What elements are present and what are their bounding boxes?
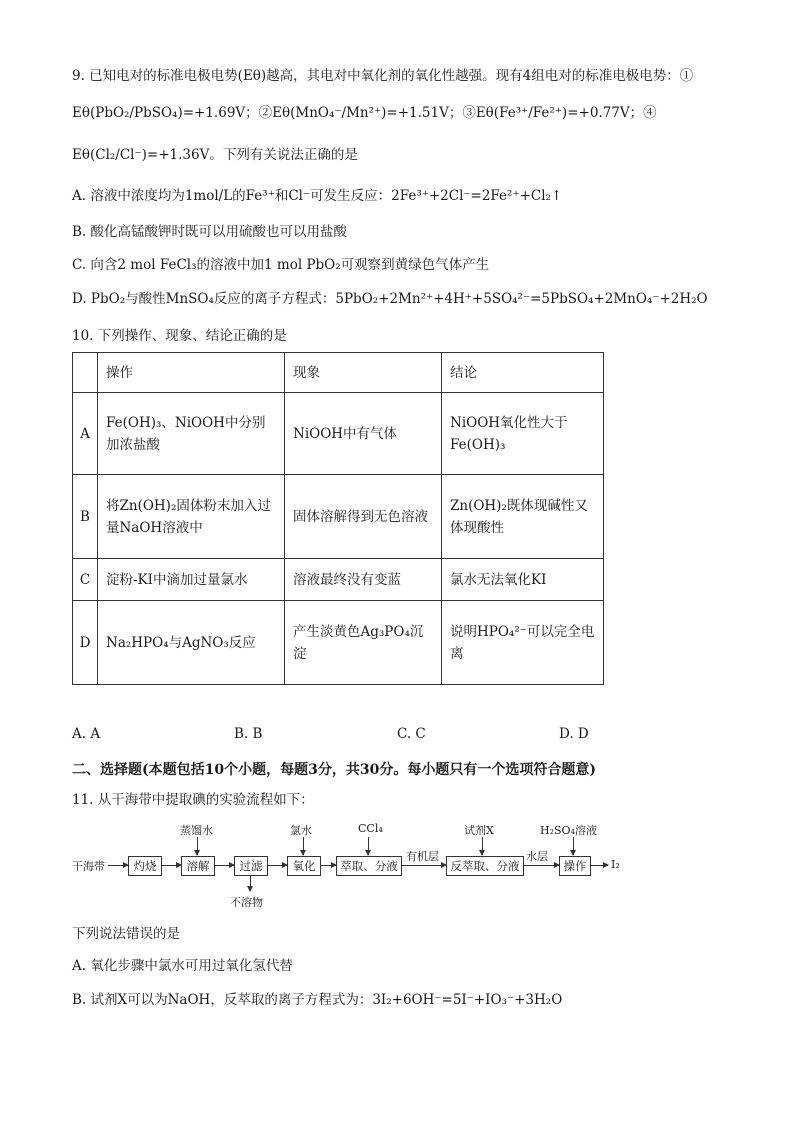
row-conclusion: NiOOH氧化性大于Fe(OH)₃ — [442, 393, 604, 475]
flow-down-arrow — [250, 875, 251, 891]
row-option: A — [73, 393, 98, 475]
flow-arrow — [267, 865, 287, 866]
flow-aqueous-label: 水层 — [526, 850, 548, 863]
table-header-cell — [73, 353, 98, 393]
table-row — [73, 559, 604, 601]
q11-stem: 11. 从干海带中提取碘的实验流程如下： — [72, 792, 314, 808]
flow-arrow — [161, 865, 181, 866]
table-row — [73, 601, 604, 685]
flow-reagent-label: H₂SO₄溶液 — [540, 824, 597, 837]
table-row — [73, 475, 604, 559]
section-title: 二、选择题(本题包括10个小题，每题3分，共30分。每小题只有一个选项符合题意) — [72, 762, 596, 778]
flow-step-box: 灼烧 — [128, 856, 162, 876]
row-phenomenon: NiOOH中有气体 — [285, 393, 442, 475]
table-header-row — [73, 353, 604, 393]
flow-organic-label: 有机层 — [406, 850, 439, 863]
flow-end-label: I₂ — [611, 858, 620, 871]
row-operation: 淀粉-KI中滴加过量氯水 — [98, 559, 285, 601]
flow-reagent-label: 蒸馏水 — [180, 824, 213, 837]
flow-step-box: 反萃取、分液 — [446, 856, 524, 876]
table-header-cell: 现象 — [285, 353, 442, 393]
q9-option-a: A. 溶液中浓度均为1mol/L的Fe³⁺和Cl⁻可发生反应：2Fe³⁺+2Cl⁻=2Fe²⁺+Cl₂↑ — [72, 188, 563, 204]
flow-down-arrow — [482, 837, 483, 855]
q9-option-c: C. 向含2 mol FeCl₃的溶液中加1 mol PbO₂可观察到黄绿色气体产生 — [72, 257, 490, 273]
table-header-cell: 操作 — [98, 353, 285, 393]
q9-stem-line1: 9. 已知电对的标准电极电势(Eθ)越高，其电对中氧化剂的氧化性越强。现有4组电对的标准电极电势：① — [72, 68, 694, 84]
row-phenomenon: 产生淡黄色Ag₃PO₄沉淀 — [285, 601, 442, 685]
row-conclusion: 说明HPO₄²⁻可以完全电离 — [442, 601, 604, 685]
q9-stem-line2: Eθ(PbO₂/PbSO₄)=+1.69V；②Eθ(MnO₄⁻/Mn²⁺)=+1.51V；③Eθ(Fe³⁺/Fe²⁺)=+0.77V；④ — [72, 105, 657, 121]
q10-choice-a: A. A — [72, 726, 101, 742]
flow-down-arrow — [368, 837, 369, 855]
flow-residue-label: 不溶物 — [230, 896, 263, 909]
flow-reagent-label: 氯水 — [290, 824, 312, 837]
flow-arrow — [523, 865, 559, 866]
flow-step-box: 操作 — [559, 856, 591, 876]
flow-arrow — [401, 865, 446, 866]
row-conclusion: Zn(OH)₂既体现碱性又体现酸性 — [442, 475, 604, 559]
flow-step-box: 过滤 — [234, 856, 268, 876]
table-row — [73, 393, 604, 475]
q10-choice-d: D. D — [559, 726, 589, 742]
q10-stem: 10. 下列操作、现象、结论正确的是 — [72, 328, 287, 344]
row-operation: 将Zn(OH)₂固体粉末加入过量NaOH溶液中 — [98, 475, 285, 559]
row-phenomenon: 溶液最终没有变蓝 — [285, 559, 442, 601]
flow-down-arrow — [303, 837, 304, 855]
flow-reagent-label: 试剂X — [464, 824, 494, 837]
flow-arrow — [214, 865, 234, 866]
q11-flowchart — [70, 820, 630, 912]
flow-down-arrow — [197, 837, 198, 855]
flow-step-box: 溶解 — [181, 856, 215, 876]
q10-choice-b: B. B — [234, 726, 263, 742]
q11-question: 下列说法错误的是 — [72, 926, 180, 942]
flow-arrow — [590, 865, 608, 866]
row-conclusion: 氯水无法氧化KI — [442, 559, 604, 601]
flow-down-arrow — [573, 837, 574, 855]
row-option: D — [73, 601, 98, 685]
q9-option-b: B. 酸化高锰酸钾时既可以用硫酸也可以用盐酸 — [72, 224, 348, 240]
q9-option-d: D. PbO₂与酸性MnSO₄反应的离子方程式：5PbO₂+2Mn²⁺+4H⁺+5SO₄²⁻=5PbSO₄+2MnO₄⁻+2H₂O — [72, 291, 708, 307]
row-phenomenon: 固体溶解得到无色溶液 — [285, 475, 442, 559]
q9-stem-line3: Eθ(Cl₂/Cl⁻)=+1.36V。下列有关说法正确的是 — [72, 147, 358, 163]
row-operation: Fe(OH)₃、NiOOH中分别加浓盐酸 — [98, 393, 285, 475]
q11-option-b: B. 试剂X可以为NaOH，反萃取的离子方程式为：3I₂+6OH⁻=5I⁻+IO₃⁻+3H₂O — [72, 992, 563, 1008]
table-header-cell: 结论 — [442, 353, 604, 393]
flow-reagent-label: CCl₄ — [358, 822, 383, 835]
q10-choice-c: C. C — [397, 726, 426, 742]
q10-table — [72, 352, 604, 685]
row-operation: Na₂HPO₄与AgNO₃反应 — [98, 601, 285, 685]
flow-step-box: 萃取、分液 — [336, 856, 402, 876]
flow-step-box: 氧化 — [287, 856, 321, 876]
flow-start-label: 干海带 — [72, 860, 105, 873]
q11-option-a: A. 氧化步骤中氯水可用过氧化氢代替 — [72, 958, 293, 974]
flow-arrow — [108, 865, 128, 866]
row-option: B — [73, 475, 98, 559]
flow-arrow — [320, 865, 336, 866]
row-option: C — [73, 559, 98, 601]
